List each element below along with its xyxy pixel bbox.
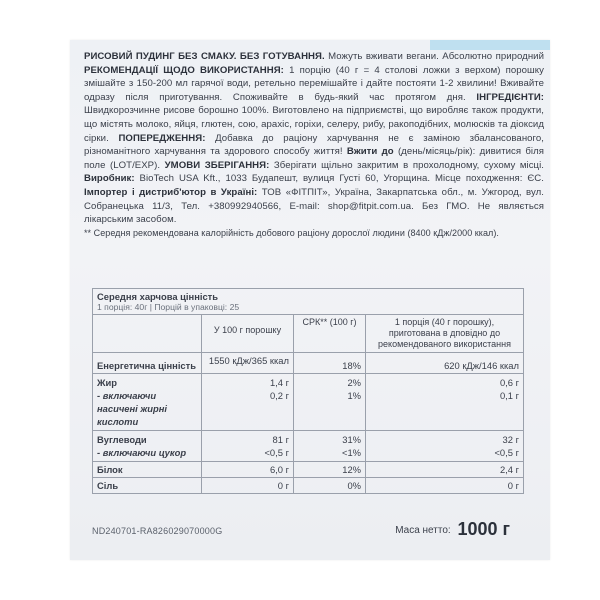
sugar-100g: <0,5 г bbox=[264, 447, 289, 458]
importer-label: Імпортер і дистриб'ютор в Україні: bbox=[84, 186, 258, 198]
warning-label: ПОПЕРЕДЖЕННЯ: bbox=[118, 132, 206, 144]
storage-label: УМОВИ ЗБЕРІГАННЯ: bbox=[164, 159, 270, 171]
table-header-row bbox=[93, 314, 523, 352]
cell-value bbox=[293, 431, 365, 461]
nutrition-table bbox=[92, 288, 524, 494]
warning-text: Добавка до раціону харчування не є заміною збалансованого, різноманітного харчування та здорового способу життя! bbox=[84, 132, 544, 158]
row-label: Сіль bbox=[97, 480, 119, 491]
product-title: РИСОВИЙ ПУДИНГ БЕЗ СМАКУ. БЕЗ ГОТУВАННЯ. bbox=[84, 51, 325, 62]
cell-value: 0 г bbox=[201, 478, 293, 493]
ingredients-text: Швидкорозчинне рисове борошно 100%. Виготовлено на підприємстві, що виробляє також продукти, що містять молоко, яйця, глютен, сою, арахіс, горіхи, селеру, рибу, ракоподібних, молюсків та діоксид сірки. bbox=[84, 105, 544, 144]
recommendations-label: РЕКОМЕНДАЦІЇ ЩОДО ВИКОРИСТАННЯ: bbox=[84, 64, 284, 76]
importer-text: ТОВ «ФІТПІТ», Україна, Закарпатська обл., м. Ужгород, вул. Собранецька 11/3, Тел. +380992940566, E-mail: shop@fitpit.com.ua. Без ГМО. Не являється лікарським засобом. bbox=[84, 186, 544, 226]
manufacturer-text: BioTech USA Kft., 1033 Будапешт, вулиця Густі 60, Угорщина. Місце походження: ЄС. bbox=[139, 173, 544, 185]
sugar-rda: <1% bbox=[341, 447, 361, 458]
cell-value: 0 г bbox=[365, 478, 523, 493]
row-label: Білок bbox=[97, 464, 123, 475]
recommendations-text: 1 порцію (40 г = 4 столові ложки з верхом) порошку змішайте з 150-200 мл гарячої води, ретельно перемішайте і дайте постояти 1-2 хвилини! Вживайте одразу після приготування. Споживайте в будь-який час протягом дня. bbox=[84, 64, 544, 103]
net-weight bbox=[395, 519, 510, 540]
table-row-carbs bbox=[93, 430, 523, 461]
table-row-fat bbox=[93, 373, 523, 430]
table-subtitle: 1 порція: 40г | Порцій в упаковці: 25 bbox=[97, 302, 240, 312]
carbs-rda: 31% bbox=[342, 434, 361, 445]
label-paragraph bbox=[84, 50, 544, 227]
ingredients-label: ІНГРЕДІЄНТИ: bbox=[476, 91, 545, 103]
cell-value: 620 кДж/146 ккал bbox=[365, 353, 523, 373]
fat-label: Жир bbox=[97, 377, 117, 388]
cell-value: 12% bbox=[293, 462, 365, 477]
net-weight-label: Маса нетто: bbox=[395, 525, 451, 536]
cell-value bbox=[365, 431, 523, 461]
table-title-row bbox=[93, 289, 523, 314]
cell-value bbox=[201, 374, 293, 430]
cell-value: 18% bbox=[293, 353, 365, 373]
saturated-fat-label: - включаючи насичені жирні кислоти bbox=[97, 390, 167, 427]
table-row-protein bbox=[93, 461, 523, 477]
top-color-stripe bbox=[430, 40, 550, 50]
use-by-text: (день/місяць/рік): дивитися біля поле (LOT/EXP). bbox=[84, 146, 544, 171]
vegan-text: Можуть вживати вегани. Абсолютно природний bbox=[328, 51, 544, 62]
cell-value: 2,4 г bbox=[365, 462, 523, 477]
row-label bbox=[93, 431, 201, 461]
satfat-100g: 0,2 г bbox=[269, 390, 289, 401]
cell-value bbox=[293, 374, 365, 430]
table-row-energy bbox=[93, 352, 523, 373]
label-text-block bbox=[84, 50, 544, 240]
cell-value: 6,0 г bbox=[201, 462, 293, 477]
product-label bbox=[70, 40, 550, 560]
carbs-100g: 81 г bbox=[272, 434, 289, 445]
fat-rda: 2% bbox=[347, 377, 361, 388]
header-cell: У 100 г порошку bbox=[201, 315, 293, 352]
use-by-label: Вжити до bbox=[346, 146, 394, 158]
carbs-label: Вуглеводи bbox=[97, 434, 147, 445]
header-cell: 1 порція (40 г порошку), приготована в дповідно до рекомендованого використання bbox=[365, 315, 523, 352]
footnote: ** Середня рекомендована калорійність добового раціону дорослої людини (8400 кДж/2000 ккал). bbox=[84, 227, 499, 238]
table-row-salt bbox=[93, 477, 523, 493]
fat-100g: 1,4 г bbox=[269, 377, 289, 388]
cell-value bbox=[201, 431, 293, 461]
sugar-label: - включаючи цукор bbox=[97, 447, 187, 458]
net-weight-value: 1000 г bbox=[457, 519, 510, 539]
cell-value: 1550 кДж/365 ккал bbox=[201, 353, 293, 373]
table-title: Середня харчова цінність bbox=[97, 291, 219, 302]
carbs-portion: 32 г bbox=[502, 434, 519, 445]
sugar-portion: <0,5 г bbox=[494, 447, 519, 458]
row-label: Енергетична цінність bbox=[97, 360, 196, 371]
satfat-rda: 1% bbox=[347, 390, 361, 401]
cell-value: 0% bbox=[293, 478, 365, 493]
header-cell: СРК** (100 г) bbox=[293, 315, 365, 352]
manufacturer-label: Виробник: bbox=[84, 173, 135, 185]
storage-text: Зберігати щільно закритим в прохолодному, сухому місці. bbox=[273, 159, 544, 171]
fat-portion: 0,6 г bbox=[499, 377, 519, 388]
row-label bbox=[93, 374, 201, 430]
satfat-portion: 0,1 г bbox=[499, 390, 519, 401]
lot-code: ND240701-RA826029070000G bbox=[92, 526, 223, 536]
cell-value bbox=[365, 374, 523, 430]
header-cell bbox=[93, 315, 201, 352]
